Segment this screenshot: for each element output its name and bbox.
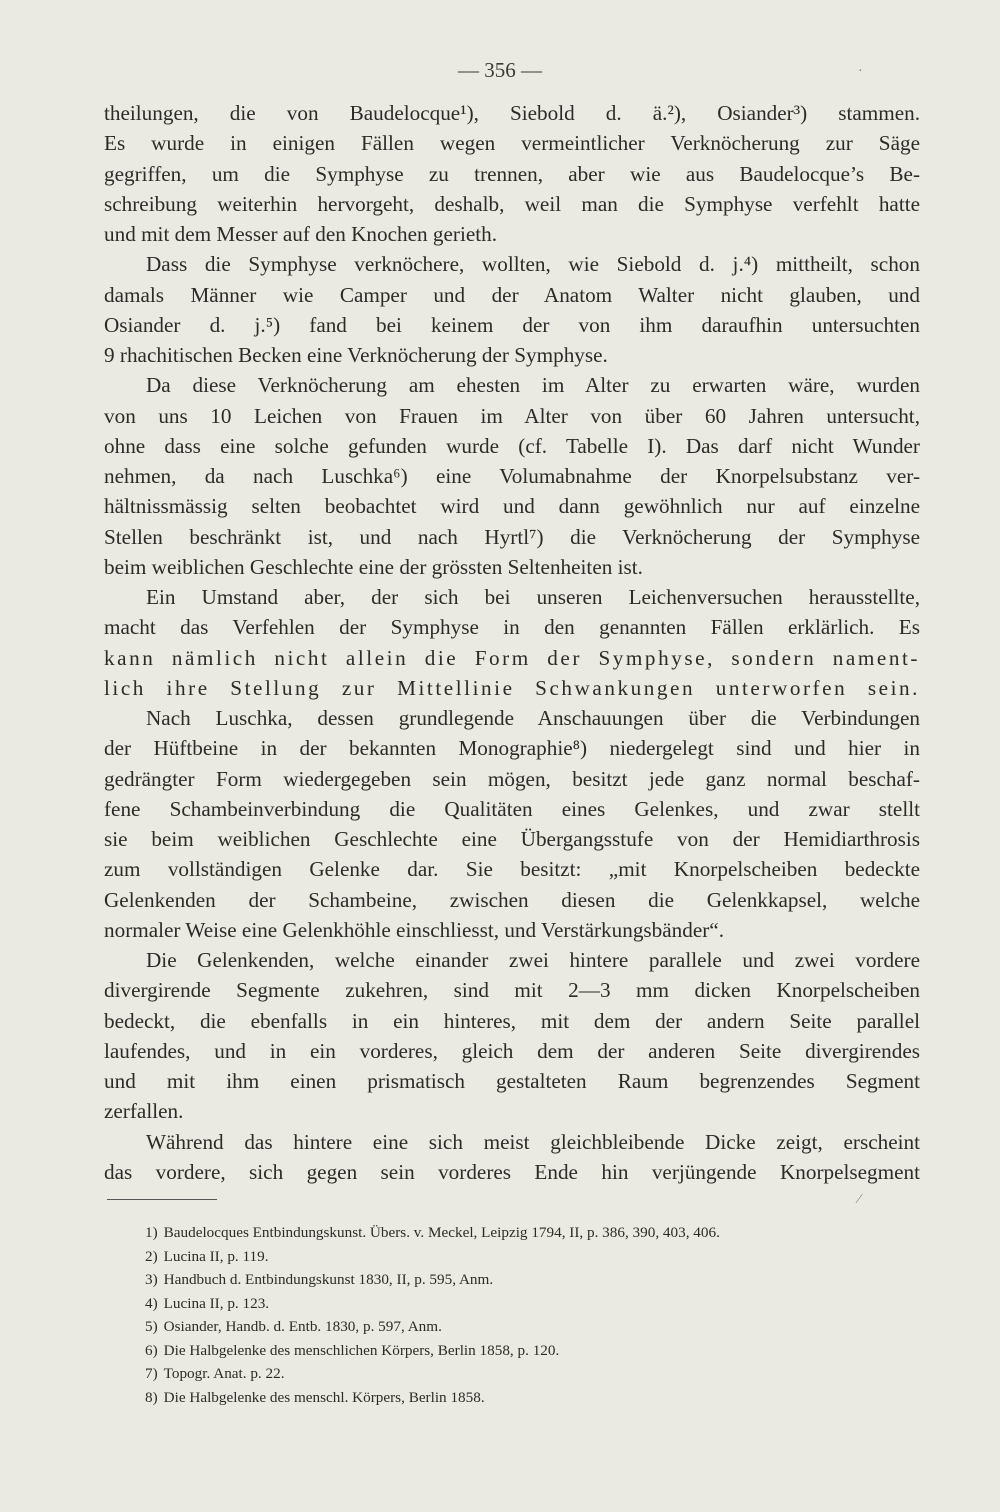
text-line: bedeckt, die ebenfalls in ein hinteres, mit dem der andern Seite parallel: [104, 1008, 920, 1033]
footnote-number: 6): [145, 1341, 158, 1359]
text-line: Stellen beschränkt ist, und nach Hyrtl⁷) die Verknöcherung der Symphyse: [104, 524, 920, 549]
text-line: gegriffen, um die Symphyse zu trennen, aber wie aus Baudelocque’s Be-: [104, 161, 920, 186]
footnote-text: Die Halbgelenke des menschl. Körpers, Berlin 1858.: [163, 1388, 485, 1406]
text-line: 9 rhachitischen Becken eine Verknöcherung der Symphyse.: [104, 343, 608, 367]
text-line: macht das Verfehlen der Symphyse in den genannten Fällen erklärlich. Es: [104, 615, 920, 640]
text-line: Die Gelenkenden, welche einander zwei hintere parallele und zwei vordere: [146, 948, 920, 972]
text-line: das vordere, sich gegen sein vorderes Ende hin verjüngende Knorpelsegment: [104, 1159, 920, 1184]
footnotes: [145, 1221, 925, 1409]
text-line: divergirende Segmente zukehren, sind mit 2—3 mm dicken Knorpelscheiben: [104, 978, 920, 1003]
footnote: [145, 1386, 925, 1410]
stray-dot-mark: ·: [858, 64, 863, 79]
stray-pencil-mark: ⁄: [858, 1192, 861, 1207]
text-line: hältnissmässig selten beobachtet wird und dann gewöhnlich nur auf einzelne: [104, 494, 920, 519]
text-line: zerfallen.: [104, 1099, 184, 1124]
text-line: zum vollständigen Gelenke dar. Sie besitzt: „mit Knorpelscheiben bedeckte: [104, 857, 920, 882]
text-line: kann nämlich nicht allein die Form der Symphyse, sondern nament-: [104, 645, 920, 670]
footnote: [145, 1221, 925, 1245]
footnote: [145, 1315, 925, 1339]
text-line: beim weiblichen Geschlechte eine der grössten Seltenheiten ist.: [104, 554, 643, 579]
text-line: sie beim weiblichen Geschlechte eine Übergangsstufe von der Hemidiarthrosis: [104, 827, 920, 851]
footnote-text: Handbuch d. Entbindungskunst 1830, II, p. 595, Anm.: [163, 1271, 494, 1288]
footnote-number: 4): [145, 1294, 158, 1312]
footnote-number: 8): [145, 1388, 158, 1406]
footnote-text: Baudelocques Entbindungskunst. Übers. v. Meckel, Leipzig 1794, II, p. 386, 390, 403, 406.: [163, 1224, 720, 1241]
footnote-number: 2): [145, 1247, 158, 1265]
footnote-number: 5): [145, 1318, 158, 1335]
text-line: damals Männer wie Camper und der Anatom Walter nicht glauben, und: [104, 282, 920, 307]
text-line: Dass die Symphyse verknöchere, wollten, wie Siebold d. j.⁴) mittheilt, schon: [146, 252, 920, 277]
text-line: Während das hintere eine sich meist gleichbleibende Dicke zeigt, erscheint: [146, 1129, 920, 1154]
text-line: normaler Weise eine Gelenkhöhle einschliesst, und Verstärkungsbänder“.: [104, 917, 725, 942]
footnote-separator: [107, 1199, 217, 1200]
text-line: von uns 10 Leichen von Frauen im Alter von über 60 Jahren untersucht,: [104, 403, 920, 428]
text-line: gedrängter Form wiedergegeben sein mögen, besitzt jede ganz normal beschaf-: [104, 766, 920, 791]
footnote-text: Lucina II, p. 119.: [163, 1247, 269, 1265]
footnote: [145, 1339, 925, 1363]
footnote-text: Topogr. Anat. p. 22.: [163, 1365, 285, 1382]
text-line: theilungen, die von Baudelocque¹), Siebold d. ä.²), Osiander³) stammen.: [104, 101, 920, 125]
text-line: fene Schambeinverbindung die Qualitäten eines Gelenkes, und zwar stellt: [104, 796, 920, 821]
footnote-text: Osiander, Handb. d. Entb. 1830, p. 597, Anm.: [163, 1318, 442, 1335]
text-line: Es wurde in einigen Fällen wegen vermeintlicher Verknöcherung zur Säge: [104, 131, 920, 156]
footnote-text: Lucina II, p. 123.: [163, 1294, 270, 1312]
text-line: Nach Luschka, dessen grundlegende Anschauungen über die Verbindungen: [146, 706, 920, 730]
text-line: Gelenkenden der Schambeine, zwischen diesen die Gelenkkapsel, welche: [104, 887, 920, 912]
footnote: [145, 1245, 925, 1269]
page-number: — 356 —: [458, 58, 542, 82]
text-line: der Hüftbeine in der bekannten Monographie⁸) niedergelegt sind und hier in: [104, 736, 920, 761]
body-text: [104, 98, 920, 1187]
text-line: und mit ihm einen prismatisch gestalteten Raum begrenzendes Segment: [104, 1069, 920, 1093]
text-line: Da diese Verknöcherung am ehesten im Alter zu erwarten wäre, wurden: [146, 373, 920, 398]
text-line: und mit dem Messer auf den Knochen gerieth.: [104, 222, 498, 246]
text-line: laufendes, und in ein vorderes, gleich dem der anderen Seite divergirendes: [104, 1038, 920, 1063]
footnote-number: 3): [145, 1271, 158, 1288]
footnote-number: 1): [145, 1224, 158, 1241]
footnote: [145, 1362, 925, 1386]
footnote: [145, 1292, 925, 1316]
text-line: nehmen, da nach Luschka⁶) eine Volumabnahme der Knorpelsubstanz ver-: [104, 464, 920, 488]
text-line: ohne dass eine solche gefunden wurde (cf. Tabelle I). Das darf nicht Wunder: [104, 433, 920, 458]
text-line: lich ihre Stellung zur Mittellinie Schwankungen unterworfen sein.: [104, 675, 920, 700]
footnote: [145, 1268, 925, 1292]
footnote-number: 7): [145, 1365, 158, 1382]
text-line: Ein Umstand aber, der sich bei unseren Leichenversuchen herausstellte,: [146, 585, 920, 609]
text-line: schreibung weiterhin hervorgeht, deshalb, weil man die Symphyse verfehlt hatte: [104, 191, 920, 216]
footnote-text: Die Halbgelenke des menschlichen Körpers, Berlin 1858, p. 120.: [163, 1341, 560, 1359]
text-line: Osiander d. j.⁵) fand bei keinem der von ihm daraufhin untersuchten: [104, 312, 920, 337]
